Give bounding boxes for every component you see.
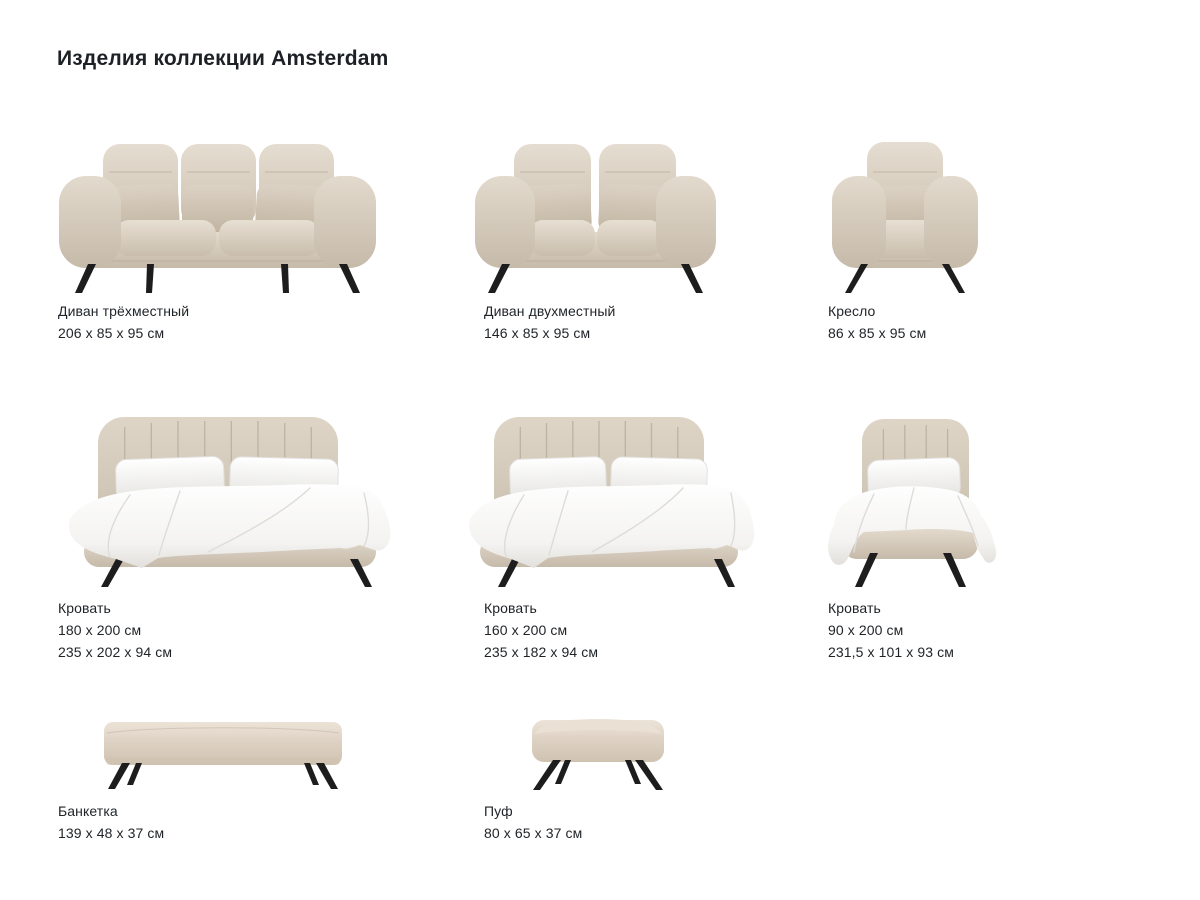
product-label — [58, 300, 189, 344]
product-label — [58, 800, 164, 844]
product-card-bed-180 — [58, 403, 403, 673]
product-dimensions: 90 x 200 см — [828, 622, 904, 638]
product-dimensions: 235 x 202 x 94 см — [58, 644, 173, 660]
product-card-bed-90 — [812, 403, 1012, 673]
product-label — [484, 300, 615, 344]
bed-base — [842, 529, 978, 559]
product-dimensions: 231,5 x 101 x 93 см — [828, 644, 954, 660]
product-card-bed-160 — [460, 403, 770, 673]
product-name: Пуф — [484, 803, 513, 819]
legs — [533, 760, 663, 790]
bed-90-illustration — [812, 403, 1008, 590]
product-dimensions: 235 x 182 x 94 см — [484, 644, 599, 660]
product-label — [58, 597, 172, 663]
sofa-3seat-illustration — [55, 132, 380, 295]
product-label — [828, 597, 954, 663]
bed-160-illustration — [460, 403, 762, 590]
product-name: Кресло — [828, 303, 876, 319]
product-name: Кровать — [58, 600, 111, 616]
product-dimensions: 206 x 85 x 95 см — [58, 325, 165, 341]
product-name: Кровать — [484, 600, 537, 616]
pouf-illustration — [520, 712, 676, 792]
legs — [75, 264, 360, 293]
product-dimensions: 86 x 85 x 95 см — [828, 325, 927, 341]
product-name: Диван двухместный — [484, 303, 616, 319]
product-dimensions: 146 x 85 x 95 см — [484, 325, 591, 341]
bed-180-illustration — [58, 403, 398, 590]
product-label — [484, 800, 582, 844]
bench-illustration — [100, 710, 346, 792]
sofa-2seat-illustration — [473, 132, 718, 295]
product-label — [484, 597, 598, 663]
legs — [488, 264, 703, 293]
page-title: Изделия коллекции Amsterdam — [57, 47, 389, 70]
product-card-pouf — [484, 712, 724, 850]
product-card-armchair — [820, 132, 995, 347]
armchair-illustration — [820, 132, 990, 295]
product-dimensions: 160 x 200 см — [484, 622, 568, 638]
product-card-sofa-3seat — [55, 132, 385, 347]
product-card-bench — [58, 710, 358, 850]
product-dimensions: 180 x 200 см — [58, 622, 142, 638]
product-dimensions: 139 x 48 x 37 см — [58, 825, 165, 841]
product-card-sofa-2seat — [473, 132, 723, 347]
legs — [845, 264, 965, 293]
legs — [108, 763, 338, 789]
product-label — [828, 300, 926, 344]
product-name: Диван трёхместный — [58, 303, 190, 319]
product-name: Банкетка — [58, 803, 118, 819]
product-dimensions: 80 x 65 x 37 см — [484, 825, 583, 841]
product-name: Кровать — [828, 600, 881, 616]
